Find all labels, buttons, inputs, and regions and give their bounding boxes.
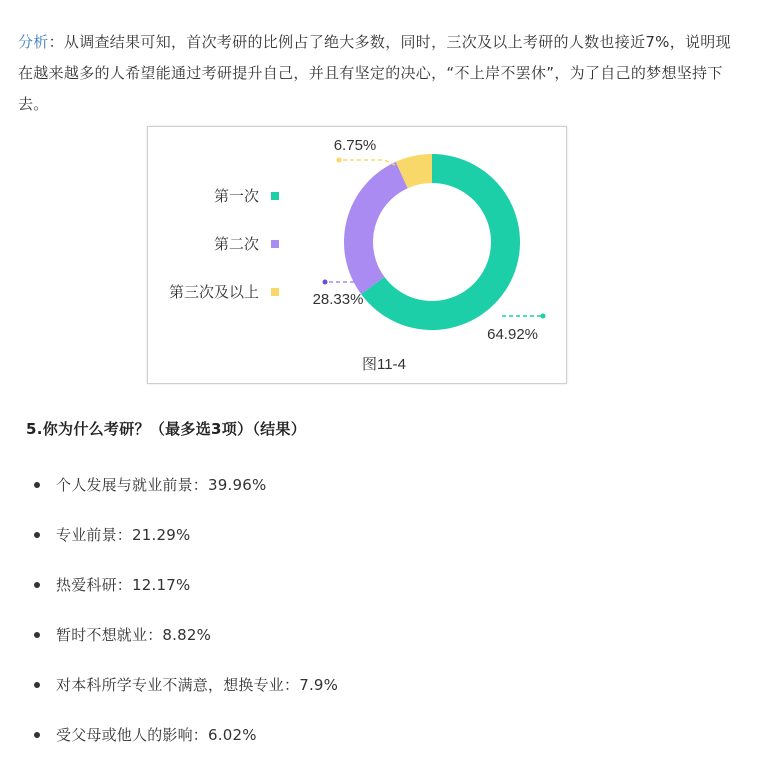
result-text: 热爱科研：12.17% — [56, 576, 191, 594]
result-text: 专业前景：21.29% — [56, 526, 191, 544]
analysis-text: ：从调查结果可知，首次考研的比例占了绝大多数，同时，三次及以上考研的人数也接近7%，说明现在越来越多的人希望能通过考研提升自己，并且有坚定的决心，“不上岸不罢休”，为了自己的梦想坚持下去。 — [18, 33, 731, 113]
donut-slices — [344, 154, 520, 330]
chart-figure — [147, 126, 567, 384]
bullet-icon — [34, 732, 40, 738]
result-item — [28, 470, 338, 520]
legend-swatch-second — [271, 240, 279, 248]
figure-caption: 图11-4 — [362, 356, 406, 373]
section-title: 5.你为什么考研？（最多选3项）（结果） — [26, 420, 307, 438]
bullet-icon — [34, 632, 40, 638]
donut-chart — [148, 127, 566, 383]
value-label-third-plus: 6.75% — [333, 137, 377, 154]
result-item — [28, 720, 338, 770]
result-item — [28, 670, 338, 720]
chart-legend — [169, 187, 279, 301]
legend-label-third-plus: 第三次及以上 — [168, 283, 259, 301]
result-item — [28, 570, 338, 620]
leader-line-third-plus — [339, 160, 395, 165]
leader-dot-second — [323, 280, 328, 285]
legend-swatch-third-plus — [271, 288, 279, 296]
result-text: 对本科所学专业不满意，想换专业：7.9% — [56, 676, 339, 694]
bullet-icon — [34, 482, 40, 488]
results-list — [28, 470, 338, 770]
value-label-second: 28.33% — [312, 291, 364, 308]
result-text: 暂时不想就业：8.82% — [56, 626, 212, 644]
value-label-first: 64.92% — [487, 326, 538, 343]
bullet-icon — [34, 532, 40, 538]
leader-dot-first — [541, 314, 546, 319]
bullet-icon — [34, 682, 40, 688]
slice-second — [344, 162, 408, 294]
result-text: 个人发展与就业前景：39.96% — [56, 476, 267, 494]
result-item — [28, 620, 338, 670]
bullet-icon — [34, 582, 40, 588]
legend-swatch-first — [271, 192, 279, 200]
leader-dot-third-plus — [337, 158, 342, 163]
legend-label-first: 第一次 — [213, 187, 259, 205]
analysis-paragraph — [18, 27, 738, 120]
result-item — [28, 520, 338, 570]
legend-label-second: 第二次 — [213, 235, 259, 253]
result-text: 受父母或他人的影响：6.02% — [56, 726, 257, 744]
analysis-lead: 分析 — [18, 33, 49, 51]
